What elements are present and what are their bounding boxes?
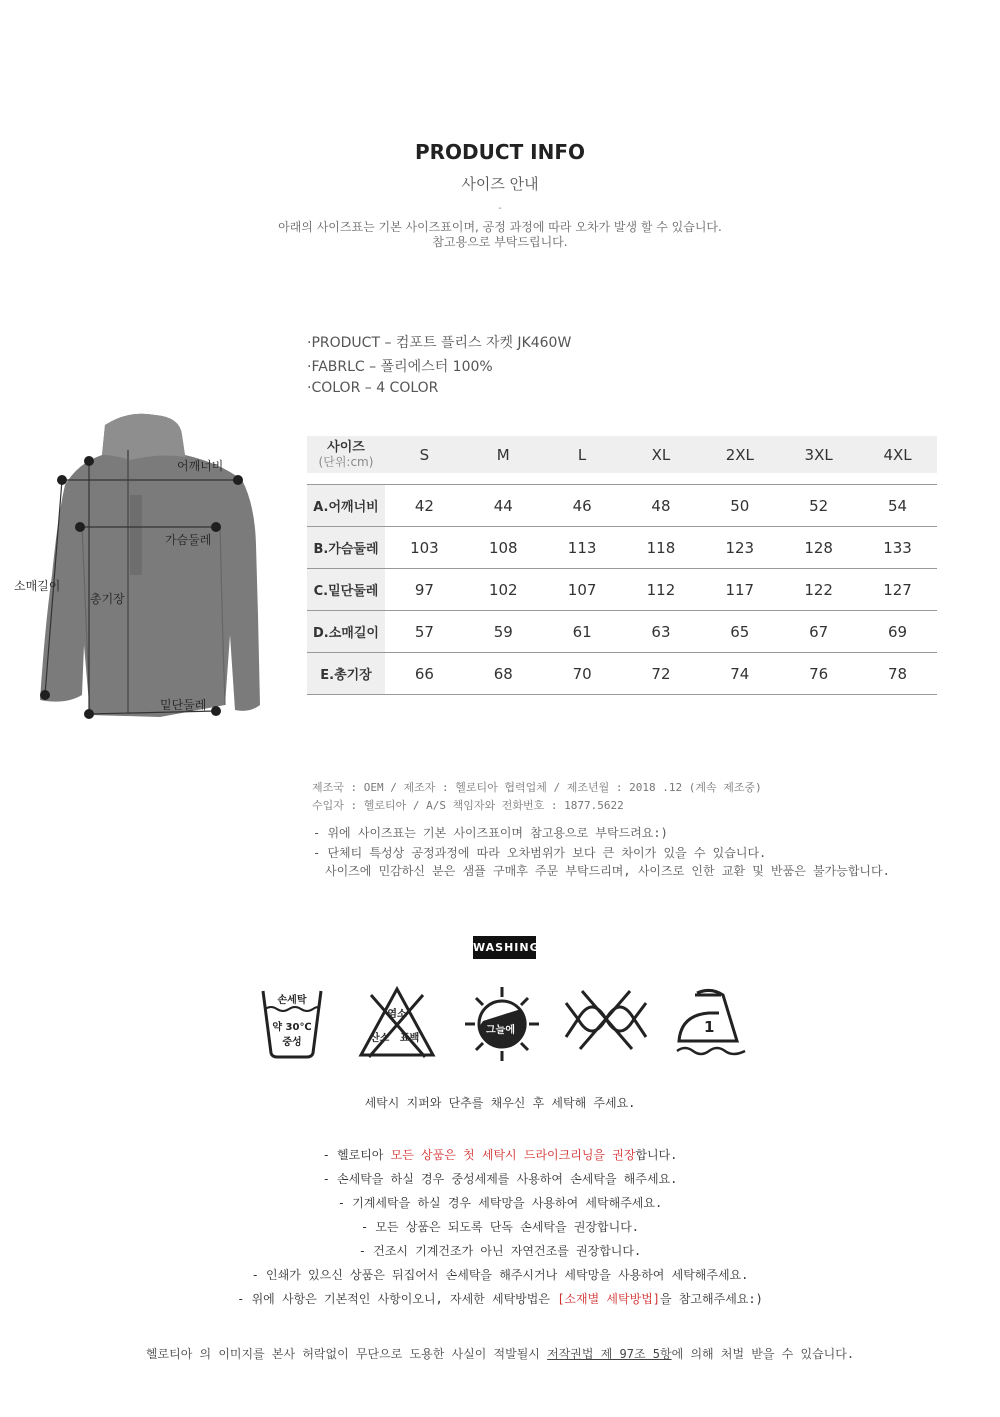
no-bleach-chlorine: 염소	[387, 1009, 407, 1020]
table-cell: 50	[700, 485, 779, 527]
header-size: XL	[622, 436, 701, 473]
header-size: L	[543, 436, 622, 473]
label-length: 총기장	[90, 592, 125, 606]
size-note-line2: 참고용으로 부탁드립니다.	[432, 235, 568, 249]
table-cell: 127	[858, 569, 937, 611]
table-cell: 52	[779, 485, 858, 527]
note-line3: 사이즈에 민감하신 분은 샘플 구매후 주문 부탁드리며, 사이즈로 인한 교환 및 반품은 불가능합니다.	[325, 864, 890, 878]
maker-info-line2: 수입자 : 헬로티아 / A/S 책임자와 전화번호 : 1877.5622	[312, 799, 624, 812]
header-size: M	[464, 436, 543, 473]
table-row	[307, 569, 937, 611]
header-size-label	[307, 436, 385, 473]
no-bleach-icon	[357, 985, 437, 1060]
label-shoulder: 어깨너비	[177, 459, 224, 473]
table-cell: 69	[858, 611, 937, 653]
care-line-1	[0, 1146, 1000, 1163]
table-cell: 48	[622, 485, 701, 527]
copyright-prefix: 헬로티아 의 이미지를 본사 허락없이 무단으로 도용한 사실이 적발될시	[145, 1347, 548, 1361]
header-size: 2XL	[700, 436, 779, 473]
washing-badge: WASHING	[473, 936, 536, 959]
shade-dry-label: 그늘에	[486, 1025, 515, 1036]
header-size: 4XL	[858, 436, 937, 473]
table-cell: 63	[622, 611, 701, 653]
table-cell: 61	[543, 611, 622, 653]
table-cell: 76	[779, 653, 858, 695]
header-label: 사이즈	[327, 439, 365, 455]
table-cell: 133	[858, 527, 937, 569]
care-line-6: - 인쇄가 있으신 상품은 뒤집어서 손세탁을 해주시거나 세탁망을 사용하여 세탁해주세요.	[251, 1268, 749, 1282]
note-line1: - 위에 사이즈표는 기본 사이즈표이며 참고용으로 부탁드려요:)	[313, 826, 668, 840]
header-size: S	[385, 436, 464, 473]
table-cell: 78	[858, 653, 937, 695]
no-wring-icon	[562, 985, 650, 1055]
row-label: C.밑단둘레	[307, 569, 385, 611]
maker-info-line1: 제조국 : OEM / 제조자 : 헬로티아 협력업체 / 제조년월 : 2018 .12 (계속 제조중)	[312, 781, 762, 794]
care-line-7	[0, 1290, 1000, 1307]
table-cell: 57	[385, 611, 464, 653]
table-cell: 66	[385, 653, 464, 695]
iron-low-icon	[675, 985, 747, 1060]
size-table-header	[307, 436, 937, 473]
row-label: A.어깨너비	[307, 485, 385, 527]
page-subtitle: 사이즈 안내	[461, 175, 539, 193]
table-cell: 107	[543, 569, 622, 611]
label-sleeve: 소매길이	[14, 579, 61, 593]
no-bleach-oxygen: 산소	[370, 1033, 390, 1044]
table-cell: 123	[700, 527, 779, 569]
table-cell: 103	[385, 527, 464, 569]
table-cell: 74	[700, 653, 779, 695]
table-cell: 122	[779, 569, 858, 611]
row-label: B.가슴둘레	[307, 527, 385, 569]
table-cell: 118	[622, 527, 701, 569]
table-cell: 113	[543, 527, 622, 569]
copyright-notice	[0, 1345, 1000, 1362]
washing-instruction: 세탁시 지퍼와 단추를 채우신 후 세탁해 주세요.	[364, 1096, 636, 1110]
table-cell: 54	[858, 485, 937, 527]
hand-wash-icon	[259, 985, 325, 1060]
header-unit: (단위:cm)	[318, 454, 374, 469]
jacket-size-diagram	[10, 405, 300, 735]
care-line-3: - 기계세탁을 하실 경우 세탁망을 사용하여 세탁해주세요.	[337, 1196, 663, 1210]
spec-product: ·PRODUCT – 컴포트 플리스 자켓 JK460W	[307, 335, 572, 351]
table-cell: 68	[464, 653, 543, 695]
table-row	[307, 611, 937, 653]
care-line-4: - 모든 상품은 되도록 단독 손세탁을 권장합니다.	[360, 1220, 640, 1234]
shade-dry-icon	[463, 985, 541, 1063]
size-table	[307, 436, 937, 695]
care-line-7-highlight: [소재별 세탁방법]	[557, 1292, 661, 1306]
hand-wash-detergent: 중성	[282, 1037, 302, 1048]
table-cell: 44	[464, 485, 543, 527]
table-cell: 117	[700, 569, 779, 611]
header-size: 3XL	[779, 436, 858, 473]
size-note-line1: 아래의 사이즈표는 기본 사이즈표이며, 공정 과정에 따라 오차가 발생 할 수 있습니다.	[278, 220, 722, 234]
note-line2: - 단체티 특성상 공정과정에 따라 오차범위가 보다 큰 차이가 있을 수 있습니다.	[313, 846, 767, 860]
measurement-overlay	[10, 405, 300, 735]
table-cell: 112	[622, 569, 701, 611]
care-line-7-prefix: - 위에 사항은 기본적인 사항이오니, 자세한 세탁방법은	[237, 1292, 558, 1306]
care-line-7-suffix: 을 참고해주세요:)	[660, 1292, 763, 1306]
care-line-1-prefix: - 헬로티아	[322, 1148, 391, 1162]
hand-wash-label: 손세탁	[277, 995, 307, 1006]
spec-fabric: ·FABRLC – 폴리에스터 100%	[307, 359, 493, 375]
table-cell: 72	[622, 653, 701, 695]
care-line-5: - 건조시 기계건조가 아닌 자연건조를 권장합니다.	[358, 1244, 642, 1258]
table-cell: 70	[543, 653, 622, 695]
label-chest: 가슴둘레	[165, 533, 212, 547]
table-row	[307, 653, 937, 695]
iron-level: 1	[704, 1018, 715, 1036]
care-line-1-highlight: 모든 상품은 첫 세탁시 드라이크리닝을 권장	[390, 1148, 636, 1162]
table-cell: 97	[385, 569, 464, 611]
copyright-law: 저작권법 제 97조 5항	[547, 1347, 672, 1361]
no-bleach-bleach: 표백	[400, 1033, 420, 1044]
row-label: D.소매길이	[307, 611, 385, 653]
care-line-2: - 손세탁을 하실 경우 중성세제를 사용하여 손세탁을 해주세요.	[322, 1172, 678, 1186]
spec-color: ·COLOR – 4 COLOR	[307, 380, 439, 396]
row-label: E.총기장	[307, 653, 385, 695]
table-cell: 59	[464, 611, 543, 653]
label-hem: 밑단둘레	[160, 698, 207, 712]
table-cell: 102	[464, 569, 543, 611]
table-row	[307, 485, 937, 527]
table-cell: 65	[700, 611, 779, 653]
page-title: PRODUCT INFO	[414, 140, 586, 164]
copyright-suffix: 에 의해 처벌 받을 수 있습니다.	[671, 1347, 855, 1361]
care-line-1-suffix: 합니다.	[635, 1148, 678, 1162]
table-cell: 67	[779, 611, 858, 653]
hand-wash-temp: 약 30℃	[272, 1022, 312, 1033]
table-row	[307, 527, 937, 569]
table-cell: 46	[543, 485, 622, 527]
table-cell: 128	[779, 527, 858, 569]
table-cell: 42	[385, 485, 464, 527]
table-cell: 108	[464, 527, 543, 569]
divider-dash: -	[498, 203, 502, 214]
